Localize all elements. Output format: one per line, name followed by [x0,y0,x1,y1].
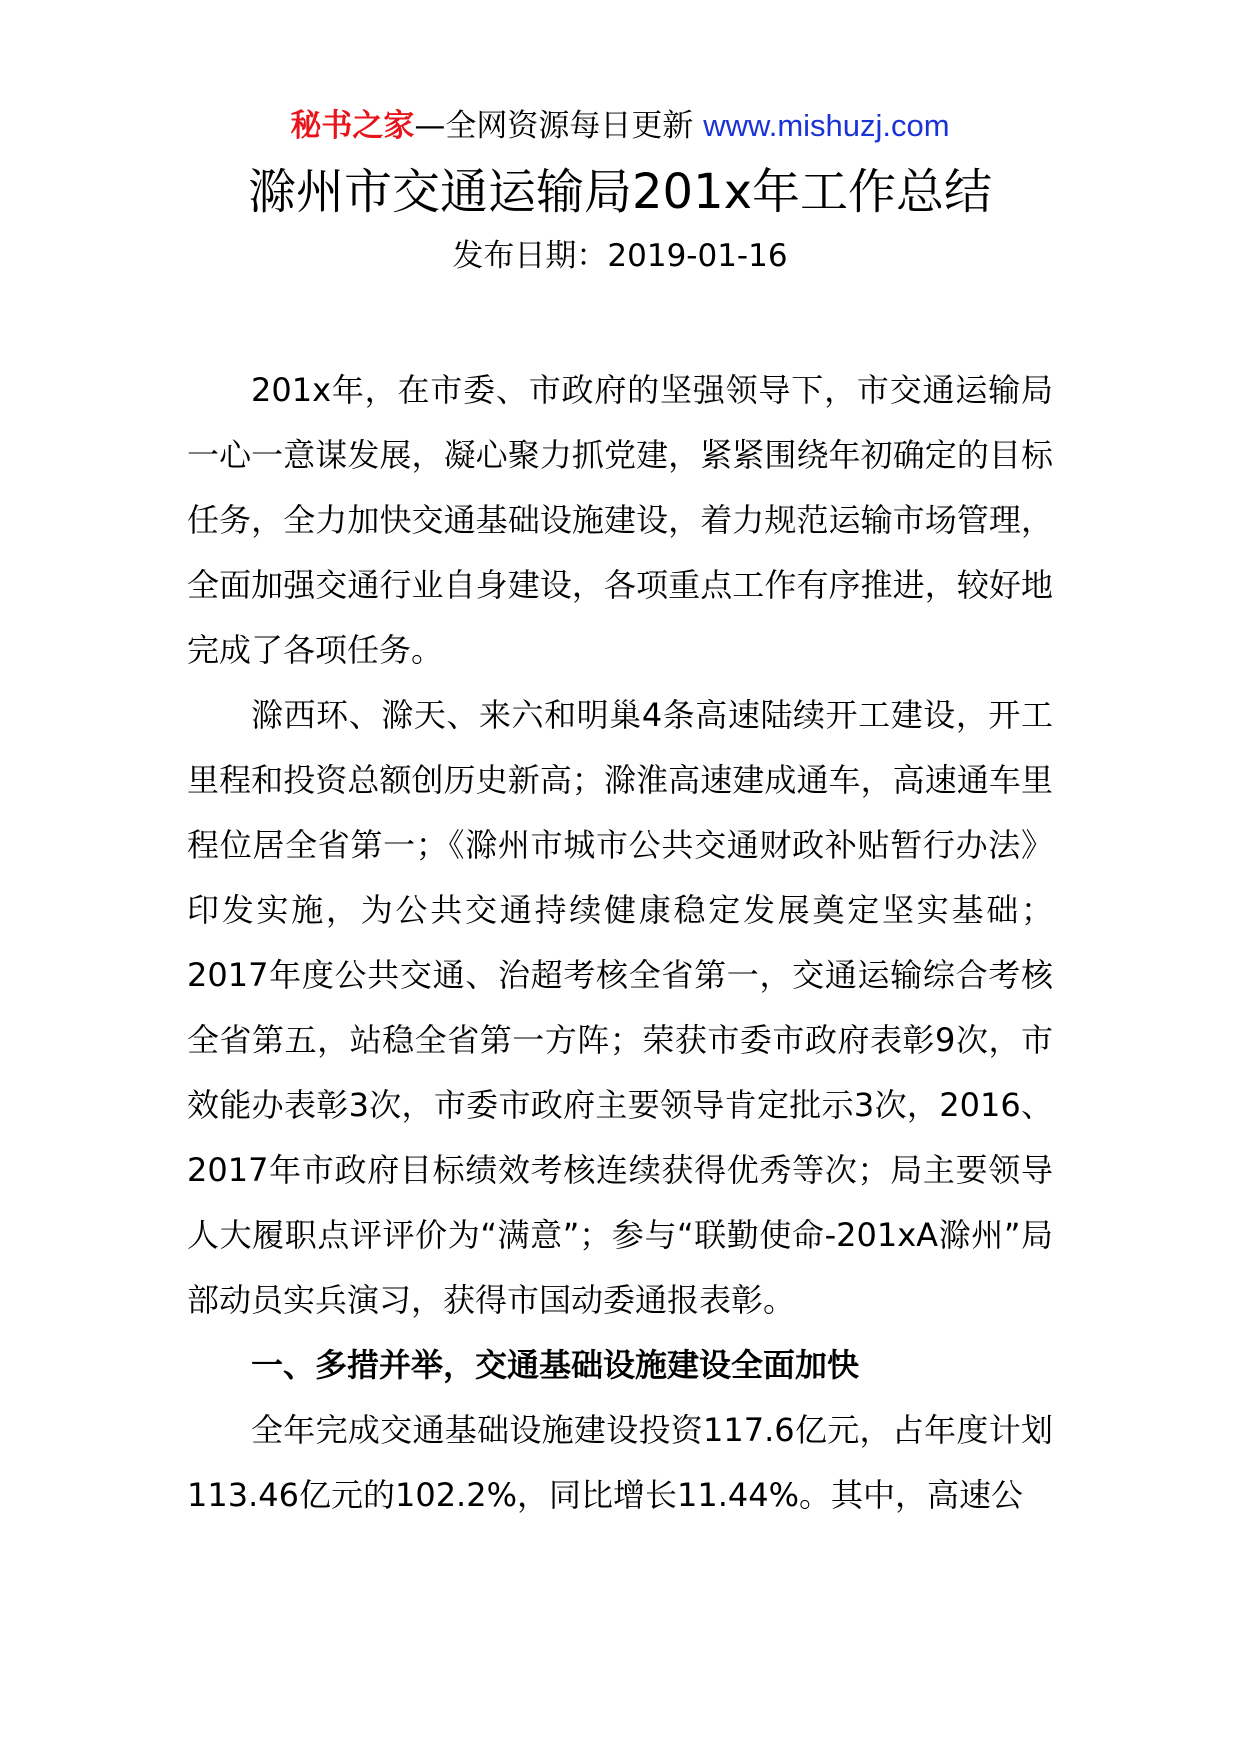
document-body [187,358,1053,1528]
site-url-link[interactable]: www.mishuzj.com [703,108,950,143]
paragraph: 滁西环、滁天、来六和明巢4条高速陆续开工建设，开工里程和投资总额创历史新高；滁淮高速建成通车，高速通车里程位居全省第一；《滁州市城市公共交通财政补贴暂行办法》印发实施，为公共交通持续健康稳定发展奠定坚实基础；2017年度公共交通、治超考核全省第一，交通运输综合考核全省第五，站稳全省第一方阵；荣获市委市政府表彰9次，市效能办表彰3次，市委市政府主要领导肯定批示3次，2016、2017年市政府目标绩效考核连续获得优秀等次；局主要领导人大履职点评评价为“满意”；参与“联勤使命-201xA滁州”局部动员实兵演习，获得市国动委通报表彰。 [187,696,1053,1319]
site-header [0,104,1240,148]
site-name: 秘书之家 [290,108,415,144]
section-heading: 一、多措并举，交通基础设施建设全面加快 [251,1346,860,1384]
site-slogan: —全网资源每日更新 [414,108,704,144]
paragraph: 全年完成交通基础设施建设投资117.6亿元，占年度计划113.46亿元的102.2%，同比增长11.44%。其中，高速公 [187,1411,1053,1514]
paragraph: 201x年，在市委、市政府的坚强领导下，市交通运输局一心一意谋发展，凝心聚力抓党建，紧紧围绕年初确定的目标任务，全力加快交通基础设施建设，着力规范运输市场管理，全面加强交通行业自身建设，各项重点工作有序推进，较好地完成了各项任务。 [187,371,1053,669]
publish-date: 发布日期：2019-01-16 [452,238,788,274]
document-title: 滁州市交通运输局201x年工作总结 [247,164,993,220]
